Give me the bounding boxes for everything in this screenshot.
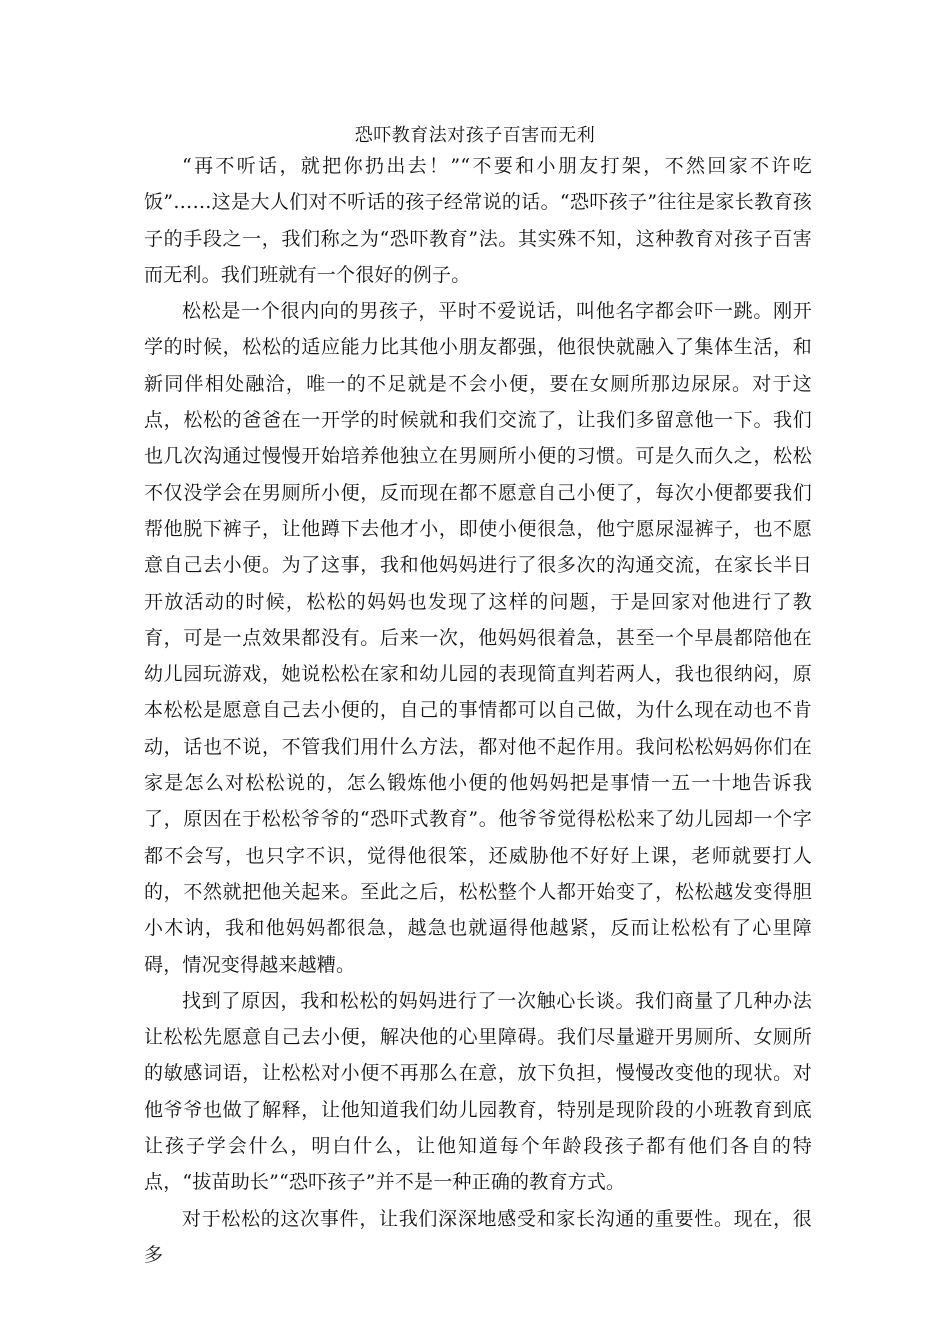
- paragraph-reflection: 对于松松的这次事件，让我们深深地感受和家长沟通的重要性。现在，很多: [144, 1207, 812, 1266]
- document-title: 恐吓教育法对孩子百害而无利: [354, 125, 596, 146]
- paragraph-solution: 找到了原因，我和松松的妈妈进行了一次触心长谈。我们商量了几种办法让松松先愿意自己去小便，解决他的心里障碍。我们尽量避开男厕所、女厕所的敏感词语，让松松对小便不再那么在意，放下负担，慢慢改变他的现状。对他爷爷也做了解释，让他知道我们幼儿园教育，特别是现阶段的小班教育到底让孩子学会什么，明白什么，让他知道每个年龄段孩子都有他们各自的特点，“拔苗助长”“恐吓孩子”并不是一种正确的教育方式。: [144, 989, 812, 1194]
- paragraph-case: 松松是一个很内向的男孩子，平时不爱说话，叫他名字都会吓一跳。刚开学的时候，松松的适应能力比其他小朋友都强，他很快就融入了集体生活，和新同伴相处融洽，唯一的不足就是不会小便，要在女厕所那边尿尿。对于这点，松松的爸爸在一开学的时候就和我们交流了，让我们多留意他一下。我们也几次沟通过慢慢开始培养他独立在男厕所小便的习惯。可是久而久之，松松不仅没学会在男厕所小便，反而现在都不愿意自己小便了，每次小便都要我们帮他脱下裤子，让他蹲下去他才小，即使小便很急，他宁愿尿湿裤子，也不愿意自己去小便。为了这事，我和他妈妈进行了很多次的沟通交流，在家长半日开放活动的时候，松松的妈妈也发现了这样的问题，于是回家对他进行了教育，可是一点效果都没有。后来一次，他妈妈很着急，甚至一个早晨都陪他在幼儿园玩游戏，她说松松在家和幼儿园的表现简直判若两人，我也很纳闷，原本松松是愿意自己去小便的，自己的事情都可以自己做，为什么现在动也不肯动，话也不说，不管我们用什么方法，都对他不起作用。我问松松妈妈你们在家是怎么对松松说的，怎么锻炼他小便的他妈妈把是事情一五一十地告诉我了，原因在于松松爷爷的“恐吓式教育”。他爷爷觉得松松来了幼儿园却一个字都不会写，也只字不识，觉得他很笨，还威胁他不好好上课，老师就要打人的，不然就把他关起来。至此之后，松松整个人都开始变了，松松越发变得胆小木讷，我和他妈妈都很急，越急也就逼得他越紧，反而让松松有了心里障碍，情况变得越来越糟。: [144, 300, 812, 976]
- paragraph-intro: “再不听话，就把你扔出去！”“不要和小朋友打架，不然回家不许吃饭”……这是大人们对不听话的孩子经常说的话。“恐吓孩子”往往是家长教育孩子的手段之一，我们称之为“恐吓教育”法。其实殊不知，这种教育对孩子百害而无利。我们班就有一个很好的例子。: [144, 155, 812, 286]
- document-body: [144, 148, 812, 1273]
